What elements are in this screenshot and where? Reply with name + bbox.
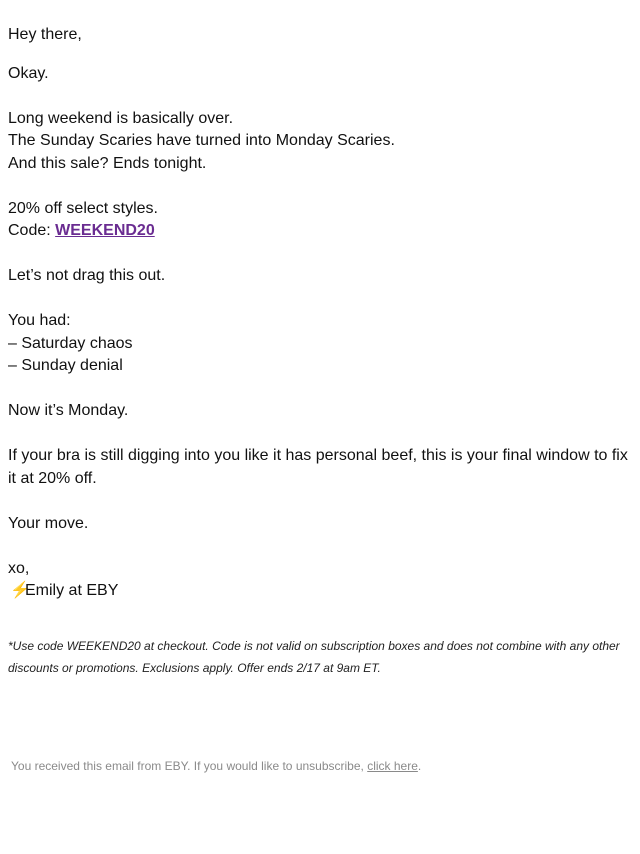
offer-disclaimer: *Use code WEEKEND20 at checkout. Code is not valid on subscription boxes and does not combine with any other discounts or promotions. Exclusions apply. Offer ends 2/17 at 9am ET. (8, 639, 620, 675)
pitch-paragraph: If your bra is still digging into you like it has personal beef, this is your final window to fix it at 20% off. (8, 447, 628, 487)
email-body (8, 24, 634, 603)
unsubscribe-link[interactable]: click here (367, 759, 418, 773)
spacer (8, 288, 634, 311)
code-label: Code: (8, 222, 56, 239)
offer-headline: 20% off select styles. (8, 199, 158, 217)
monday-line: Now it’s Monday. (8, 402, 129, 419)
spacer (8, 490, 634, 513)
spacer (8, 175, 634, 198)
signature-line (8, 580, 634, 603)
spacer (8, 535, 634, 558)
promo-code-link[interactable]: WEEKEND20 (55, 222, 155, 239)
recap-title: You had: (8, 312, 71, 329)
drag-line: Let’s not drag this out. (8, 267, 166, 284)
weekend-line-1: Long weekend is basically over. (8, 109, 234, 127)
spacer (8, 423, 634, 446)
signoff-text: xo, (8, 559, 30, 577)
greeting-text: Hey there, (8, 26, 82, 43)
weekend-line-2: The Sunday Scaries have turned into Monday Scaries. (8, 132, 395, 149)
lightning-bolt-icon: ⚡ (10, 582, 30, 599)
recap-item-saturday: – Saturday chaos (8, 334, 133, 352)
intro-text: Okay. (8, 64, 49, 82)
footer-suffix: . (417, 759, 422, 773)
signature-name: Emily at EBY (25, 582, 119, 599)
recap-item-sunday: – Sunday denial (8, 357, 123, 374)
offer-code-line (8, 220, 634, 243)
weekend-line-3: And this sale? Ends tonight. (8, 154, 207, 172)
footer-text: You received this email from EBY. If you would like to unsubscribe, (11, 759, 368, 773)
spacer (8, 85, 634, 108)
unsubscribe-footer (11, 757, 631, 775)
spacer (8, 378, 634, 401)
spacer (8, 243, 634, 266)
your-move-line: Your move. (8, 514, 89, 532)
